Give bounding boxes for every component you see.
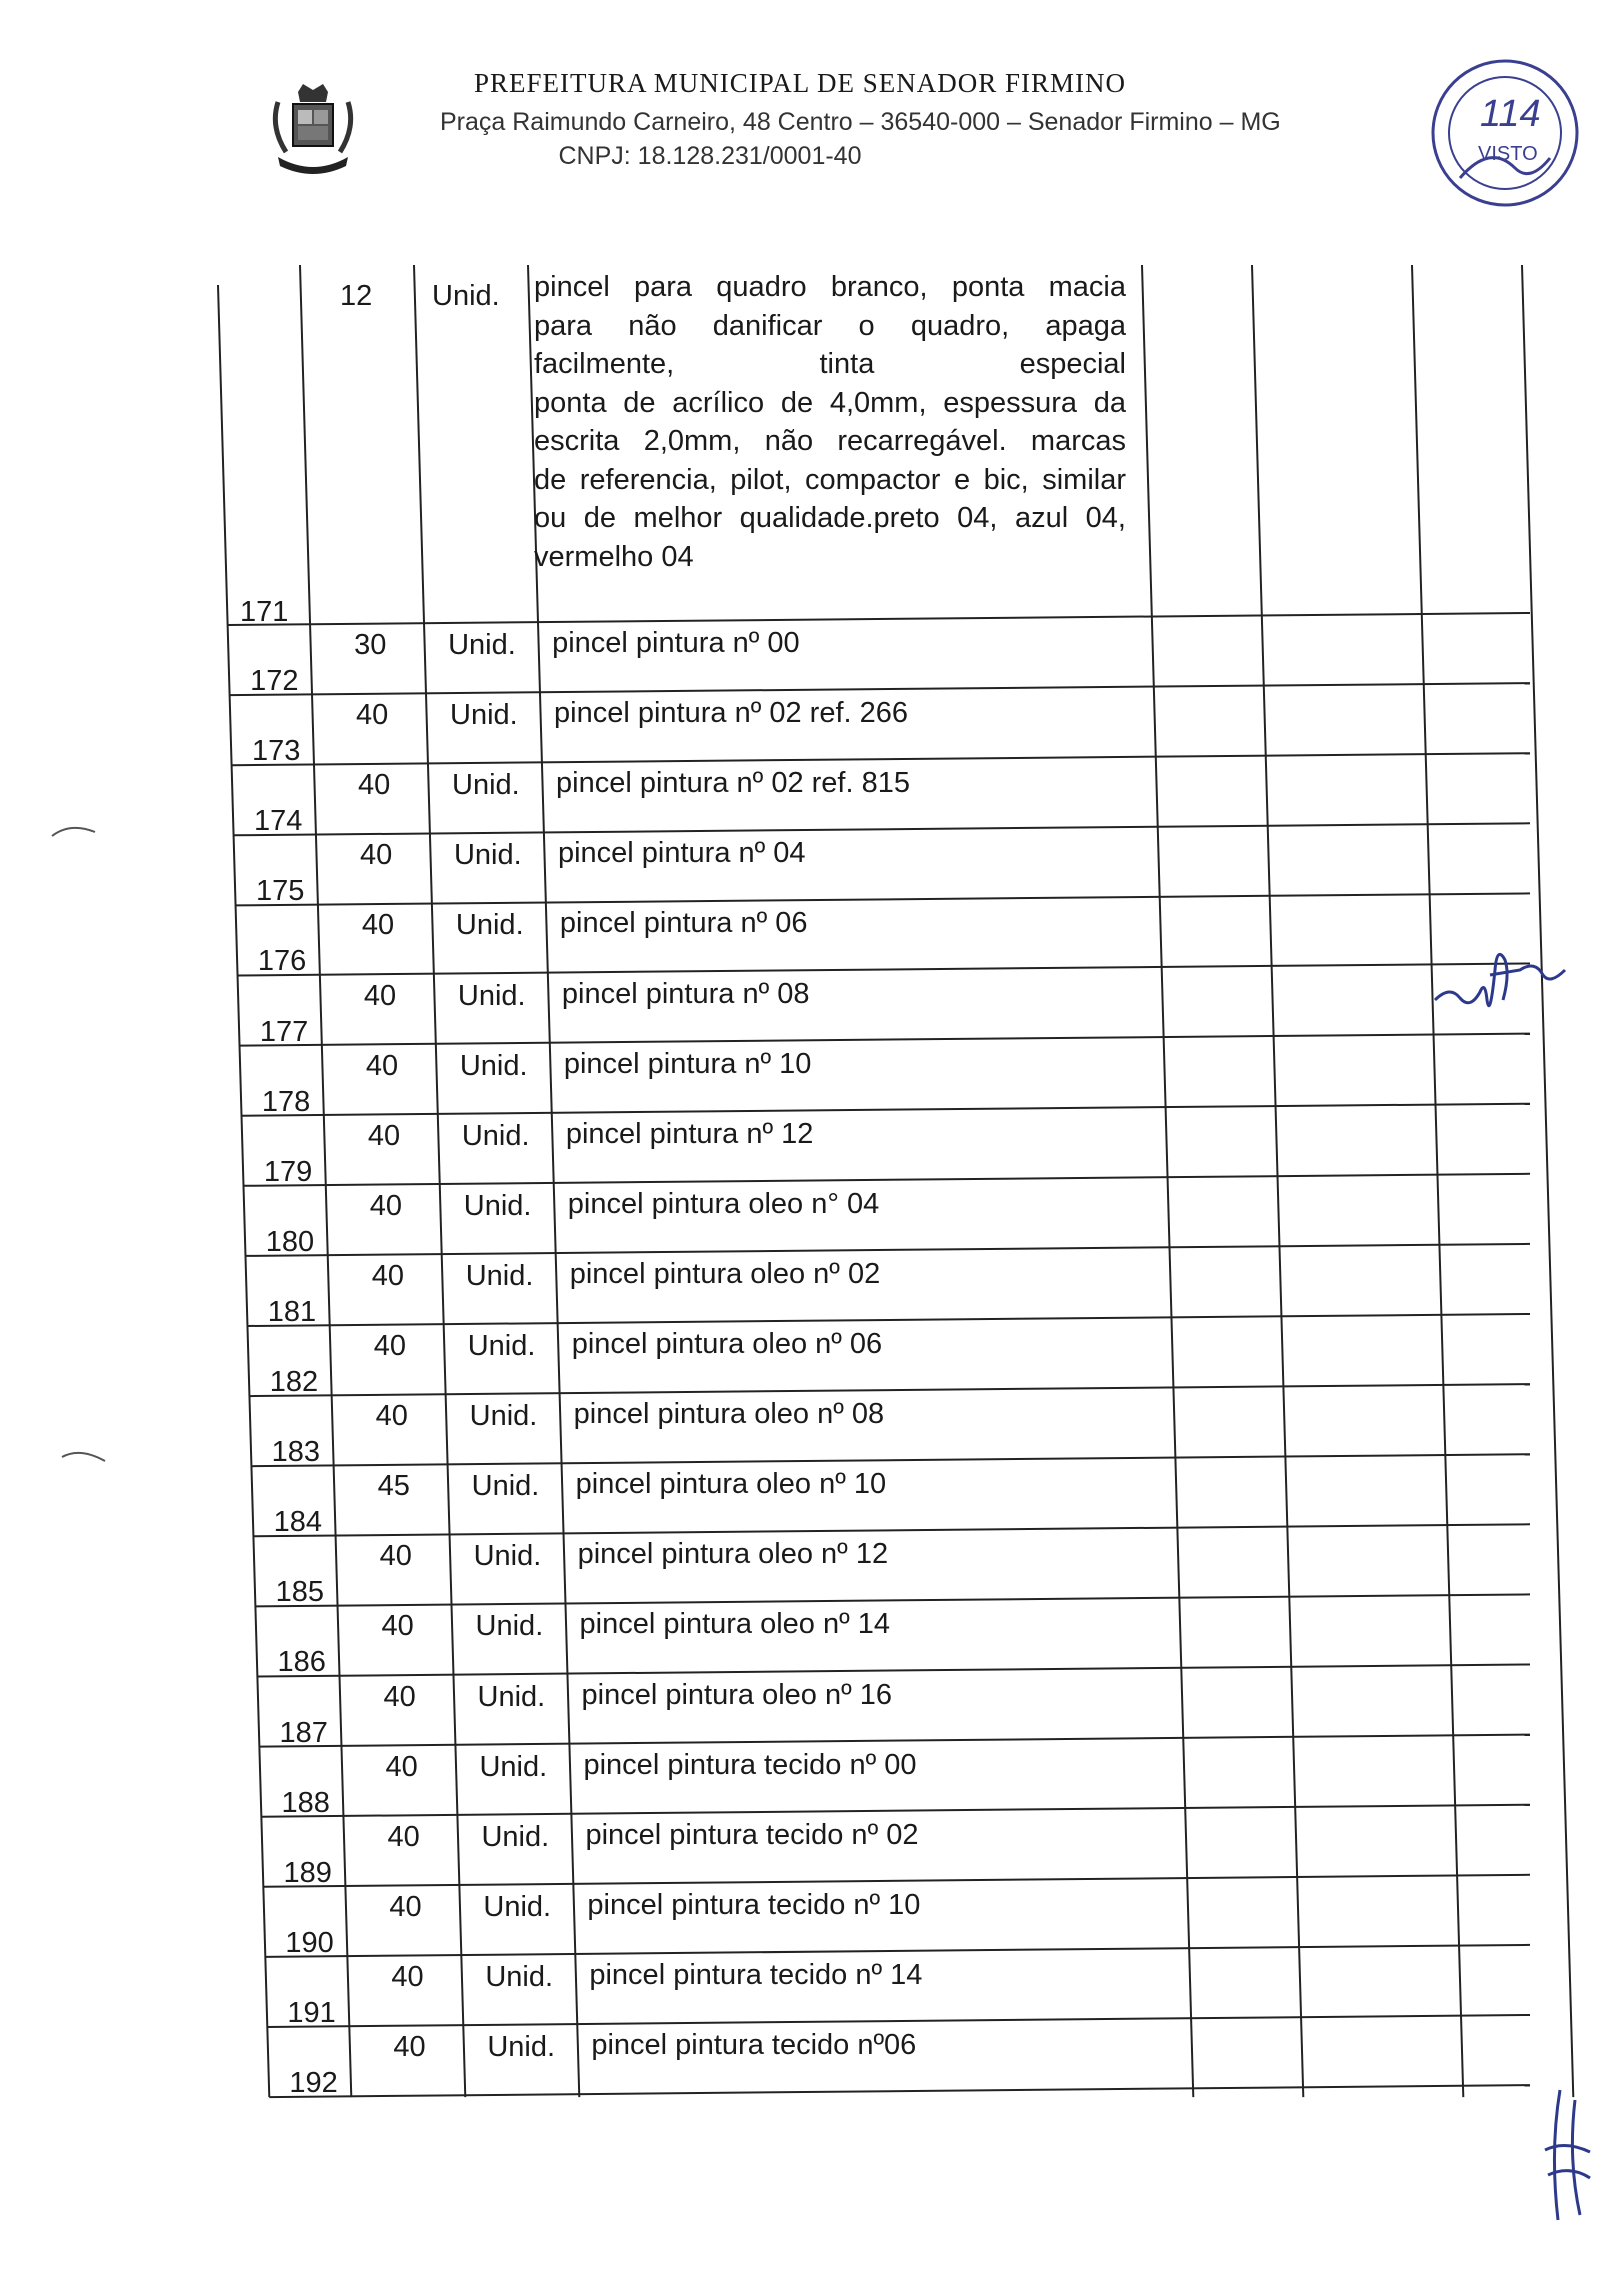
item-quantity: 40 xyxy=(375,1400,408,1433)
item-quantity: 40 xyxy=(371,1259,404,1292)
description-line: vermelho 04 xyxy=(534,540,694,573)
item-description: pincel pintura nº 08 xyxy=(561,977,810,1010)
grid-line xyxy=(238,964,1530,976)
grid-line xyxy=(1252,265,1303,2097)
item-description: pincel pintura oleo nº 16 xyxy=(581,1678,892,1711)
item-unit: Unid. xyxy=(450,699,518,732)
item-number: 177 xyxy=(259,1015,309,1048)
grid-line xyxy=(250,1384,1530,1396)
item-quantity: 40 xyxy=(385,1750,418,1783)
item-quantity: 40 xyxy=(383,1680,416,1713)
item-quantity: 40 xyxy=(389,1890,422,1923)
item-description: pincel pintura oleo nº 08 xyxy=(573,1398,885,1431)
item-number: 178 xyxy=(261,1085,311,1118)
item-number: 175 xyxy=(255,875,305,908)
item-description: pincel pintura oleo nº 06 xyxy=(571,1328,883,1360)
item-number: 182 xyxy=(269,1366,319,1398)
item-description: pincel pintura tecido nº 02 xyxy=(585,1818,919,1851)
item-unit: Unid. xyxy=(453,839,522,872)
grid-line xyxy=(246,1244,1530,1256)
item-number: 186 xyxy=(277,1646,326,1679)
grid-line xyxy=(244,1174,1530,1186)
item-number: 171 xyxy=(240,596,289,628)
margin-mark xyxy=(50,820,100,840)
item-unit: Unid. xyxy=(475,1610,544,1643)
item-number: 184 xyxy=(273,1506,323,1539)
grid-line xyxy=(254,1524,1530,1536)
item-quantity: 40 xyxy=(391,1960,424,1993)
description-line: ou de melhor qualidade.preto 04, azul 04, xyxy=(534,502,1126,534)
description-line: facilmente, tinta especial xyxy=(534,348,1126,380)
grid-line xyxy=(414,265,465,2097)
item-unit: Unid. xyxy=(471,1470,540,1503)
item-unit: Unid. xyxy=(463,1189,532,1222)
item-quantity: 40 xyxy=(369,1189,403,1222)
item-description: pincel pintura oleo nº 14 xyxy=(579,1608,891,1641)
header-cnpj: CNPJ: 18.128.231/0001-40 xyxy=(558,142,862,170)
item-quantity: 12 xyxy=(340,280,373,312)
description-line: de referencia, pilot, compactor e bic, similar xyxy=(534,463,1126,496)
grid-line xyxy=(1522,265,1573,2097)
item-quantity: 40 xyxy=(373,1330,406,1362)
item-description: pincel pintura nº 00 xyxy=(552,627,800,659)
item-description: pincel pintura nº 02 ref. 266 xyxy=(554,697,909,730)
grid-line xyxy=(236,893,1530,905)
page-initials xyxy=(1540,2080,1595,2230)
item-quantity: 40 xyxy=(365,1049,399,1082)
item-number: 181 xyxy=(267,1295,317,1328)
grid-line xyxy=(258,1665,1530,1677)
grid-line xyxy=(269,2085,1530,2097)
item-unit: Unid. xyxy=(459,1049,528,1082)
item-unit: Unid. xyxy=(469,1400,538,1433)
item-description: pincel pintura oleo n° 04 xyxy=(567,1187,880,1220)
item-unit: Unid. xyxy=(479,1750,548,1783)
grid-line xyxy=(263,1875,1530,1887)
item-description: pincel pintura nº 12 xyxy=(565,1117,814,1150)
item-unit: Unid. xyxy=(448,629,516,661)
item-quantity: 40 xyxy=(363,979,397,1012)
grid-line xyxy=(240,1034,1530,1046)
item-quantity: 45 xyxy=(377,1470,410,1503)
grid-line xyxy=(261,1805,1530,1817)
item-number: 190 xyxy=(285,1926,334,1959)
grid-line xyxy=(267,2015,1530,2027)
item-description: pincel pintura nº 04 xyxy=(557,837,806,870)
item-description: pincel pintura oleo nº 12 xyxy=(577,1538,889,1571)
item-number: 187 xyxy=(279,1716,328,1749)
item-description: pincel pintura nº 10 xyxy=(563,1047,812,1080)
grid-line xyxy=(265,1945,1530,1957)
grid-line xyxy=(252,1454,1530,1466)
item-number: 185 xyxy=(275,1576,324,1609)
item-quantity: 40 xyxy=(358,769,391,802)
item-unit: Unid. xyxy=(461,1119,530,1152)
item-description: pincel pintura oleo nº 10 xyxy=(575,1468,887,1501)
grid-line xyxy=(218,285,269,2097)
item-description: pincel pintura nº 02 ref. 815 xyxy=(556,767,910,800)
grid-line xyxy=(234,823,1530,835)
item-number: 188 xyxy=(281,1786,330,1819)
item-description: pincel pintura tecido nº06 xyxy=(591,2029,917,2061)
margin-mark xyxy=(60,1445,110,1465)
margin-signature xyxy=(1425,930,1575,1020)
grid-line xyxy=(242,1104,1530,1116)
item-number: 173 xyxy=(252,735,301,768)
item-description: pincel pintura tecido nº 10 xyxy=(587,1888,921,1921)
description-line: para não danificar o quadro, apaga xyxy=(534,309,1126,342)
stamp-word: VISTO xyxy=(1478,143,1538,165)
header-address: Praça Raimundo Carneiro, 48 Centro – 36540-000 – Senador Firmino – MG xyxy=(440,108,1281,136)
item-quantity: 40 xyxy=(356,699,389,732)
grid-line xyxy=(259,1735,1530,1747)
item-unit: Unid. xyxy=(452,769,520,802)
item-description xyxy=(534,268,1126,576)
header-title: PREFEITURA MUNICIPAL DE SENADOR FIRMINO xyxy=(473,68,1127,98)
item-number: 183 xyxy=(271,1436,321,1469)
item-number: 176 xyxy=(257,945,307,978)
grid-line xyxy=(256,1594,1530,1606)
item-quantity: 40 xyxy=(387,1820,420,1853)
stamp-number: 114 xyxy=(1480,93,1541,135)
item-number: 191 xyxy=(287,1996,336,2029)
item-description: pincel pintura oleo nº 02 xyxy=(569,1257,881,1290)
item-unit: Unid. xyxy=(457,979,526,1012)
item-unit: Unid. xyxy=(483,1890,552,1923)
item-unit: Unid. xyxy=(487,2031,556,2063)
item-unit: Unid. xyxy=(467,1330,536,1362)
description-line: ponta de acrílico de 4,0mm, espessura da xyxy=(534,386,1126,419)
item-number: 180 xyxy=(265,1225,315,1258)
item-description: pincel pintura tecido nº 14 xyxy=(589,1958,923,1991)
item-quantity: 40 xyxy=(393,2031,426,2063)
item-unit: Unid. xyxy=(455,909,524,942)
item-number: 192 xyxy=(289,2067,338,2099)
item-unit: Unid. xyxy=(473,1540,542,1573)
grid-line xyxy=(248,1314,1530,1326)
grid-line xyxy=(232,753,1530,765)
item-description: pincel pintura nº 06 xyxy=(559,907,808,940)
item-quantity: 30 xyxy=(354,629,387,661)
item-unit: Unid. xyxy=(477,1680,546,1713)
item-quantity: 40 xyxy=(361,909,395,942)
item-description: pincel pintura tecido nº 00 xyxy=(583,1748,917,1781)
item-number: 179 xyxy=(263,1155,313,1188)
grid-line xyxy=(1142,265,1193,2097)
item-quantity: 40 xyxy=(379,1540,412,1573)
description-line: pincel para quadro branco, ponta macia xyxy=(534,271,1126,303)
description-line: escrita 2,0mm, não recarregável. marcas xyxy=(534,425,1126,457)
item-quantity: 40 xyxy=(381,1610,414,1643)
item-number: 172 xyxy=(250,665,299,697)
item-quantity: 40 xyxy=(359,839,393,872)
item-unit: Unid. xyxy=(485,1960,554,1993)
item-unit: Unid. xyxy=(481,1820,550,1853)
grid-line xyxy=(1412,265,1463,2097)
item-quantity: 40 xyxy=(367,1119,401,1152)
item-number: 189 xyxy=(283,1856,332,1889)
item-unit: Unid. xyxy=(465,1259,534,1292)
item-unit: Unid. xyxy=(432,280,500,312)
item-number: 174 xyxy=(254,805,303,838)
